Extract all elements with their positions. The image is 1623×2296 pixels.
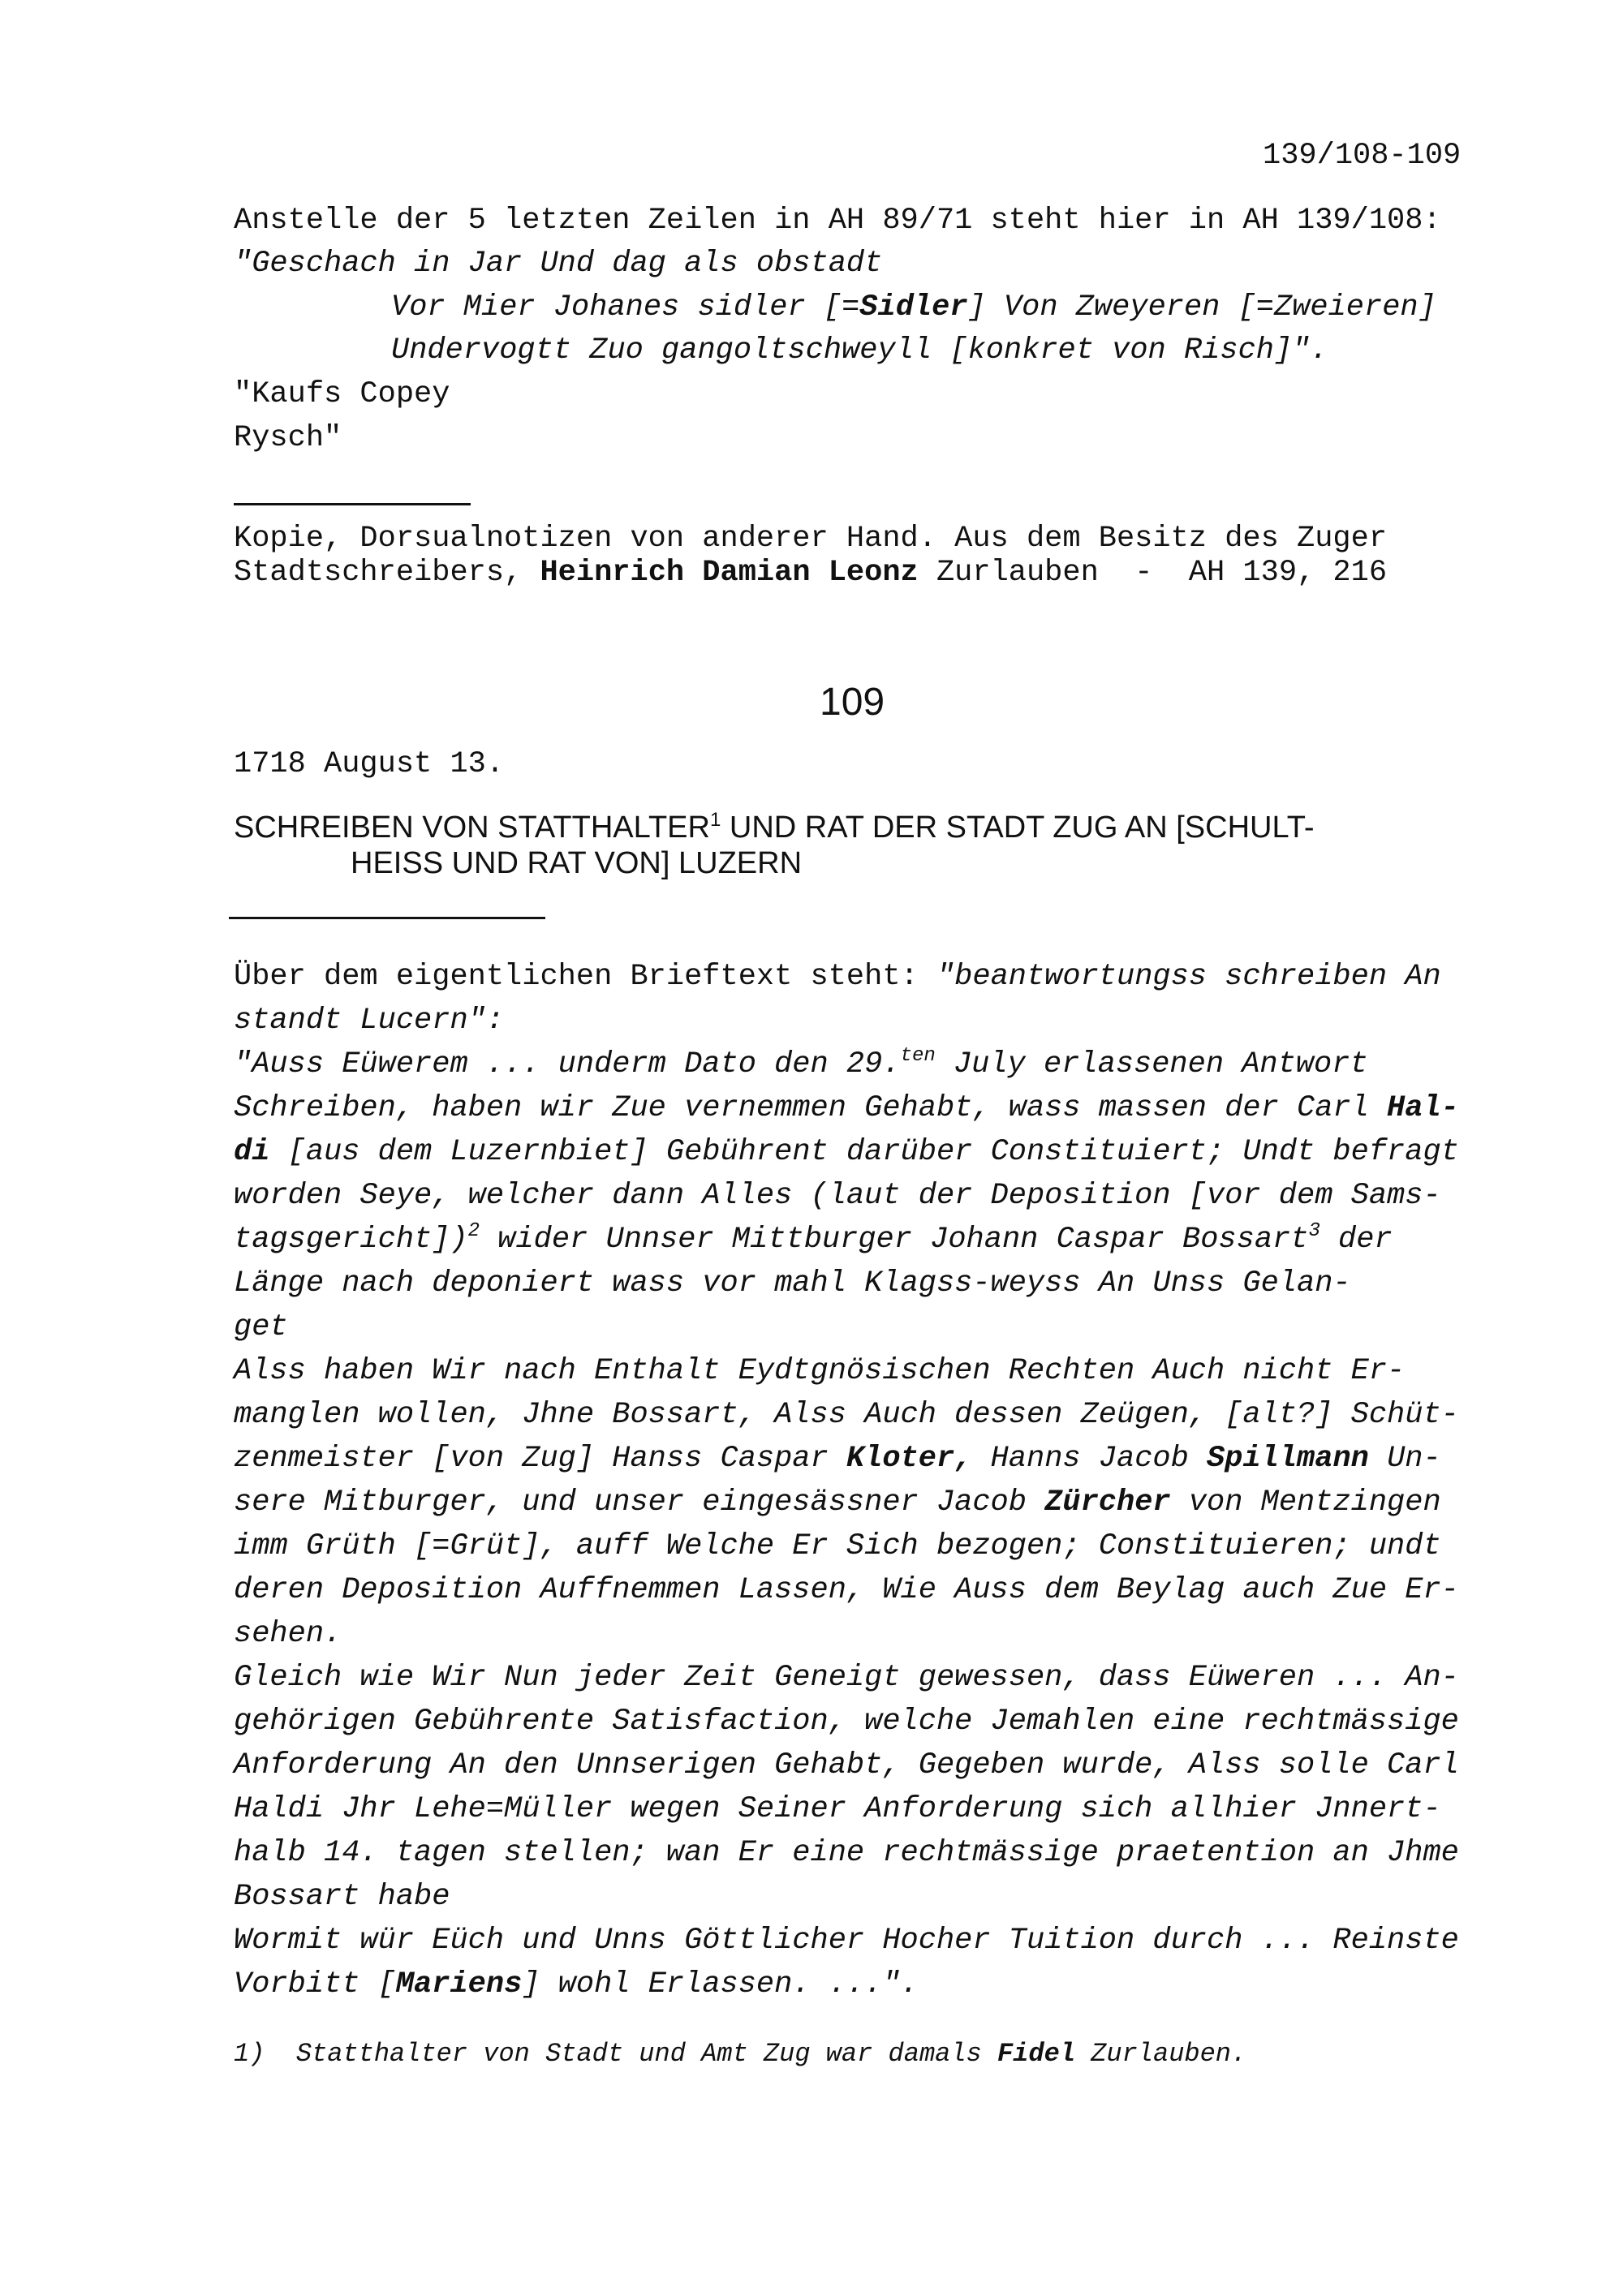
note-text: Stadtschreibers, <box>234 556 540 590</box>
body-line: Bossart habe <box>234 1880 450 1914</box>
body-line: standt Lucern": <box>234 1004 505 1038</box>
document-title-line-1 <box>234 810 1315 849</box>
footnote-marker: 3 <box>1308 1220 1320 1242</box>
body-line <box>234 1441 1441 1477</box>
footnote-marker: 1 <box>709 809 721 831</box>
body-text: Un- <box>1368 1442 1441 1476</box>
body-text: Hanns Jacob <box>972 1442 1208 1476</box>
quote-text: Vor Mier Johanes sidler [= <box>391 290 860 325</box>
body-text: der <box>1319 1223 1393 1257</box>
body-text: sere Mitburger, und unser eingesässner Jacob <box>234 1486 1045 1520</box>
title-text: UND RAT DER STADT ZUG AN [SCHULT- <box>721 810 1315 845</box>
quote-line-3: Undervogtt Zuo gangoltschweyll [konkret von Risch]". <box>391 333 1328 368</box>
footnote-text: 1) Statthalter von Stadt und Amt Zug war damals <box>234 2039 997 2069</box>
footnote-marker: 2 <box>467 1220 480 1242</box>
quote-text: ] Von Zweyeren [=Zweieren] <box>967 290 1436 325</box>
body-line <box>234 959 1441 995</box>
body-line: Alss haben Wir nach Enthalt Eydtgnösischen Rechten Auch nicht Er- <box>234 1354 1406 1388</box>
body-line <box>234 1485 1441 1520</box>
body-line: Länge nach deponiert wass vor mahl Klagss-weyss An Unss Gelan- <box>234 1266 1351 1301</box>
footnote <box>234 2036 1246 2072</box>
dorsal-note-2: Rysch" <box>234 421 342 455</box>
body-text: ] wohl Erlassen. ...". <box>522 1967 919 2001</box>
quote-line-1: "Geschach in Jar Und dag als obstadt <box>234 247 883 281</box>
body-line <box>234 1222 1393 1261</box>
body-line <box>234 1967 919 2002</box>
body-text: "Auss Eüwerem ... underm Dato den 29. <box>234 1047 901 1081</box>
title-rule <box>229 917 545 919</box>
body-line <box>234 1047 1368 1086</box>
page-reference: 139/108-109 <box>1263 139 1462 173</box>
body-line: Anforderung An den Unnserigen Gehabt, Gegeben wurde, Alss solle Carl <box>234 1748 1459 1782</box>
body-line <box>234 1090 1459 1126</box>
footnote-text: Zurlauben. <box>1074 2039 1247 2069</box>
note-text: Zurlauben - AH 139, 216 <box>918 556 1388 590</box>
document-date: 1718 August 13. <box>234 747 505 781</box>
body-text: wider Unnser Mittburger Johann Caspar Bossart <box>480 1223 1309 1257</box>
body-text: tagsgericht]) <box>234 1223 468 1257</box>
note-name-bold: Heinrich Damian Leonz <box>540 556 919 590</box>
superscript: ten <box>900 1045 936 1067</box>
body-name-bold: Hal- <box>1387 1091 1459 1125</box>
body-text: Schreiben, haben wir Zue vernemmen Gehabt, wass massen der Carl <box>234 1091 1388 1125</box>
body-name-bold: Mariens <box>395 1967 523 2001</box>
document-number: 109 <box>820 681 885 724</box>
separator-rule <box>234 503 471 505</box>
body-name-bold: Kloter, <box>846 1442 973 1476</box>
source-note-2 <box>234 555 1387 591</box>
title-text: SCHREIBEN VON STATTHALTER <box>234 810 710 845</box>
body-line <box>234 1134 1459 1170</box>
intro-line: Anstelle der 5 letzten Zeilen in AH 89/71 steht hier in AH 139/108: <box>234 204 1441 238</box>
body-name-bold: di <box>234 1135 270 1169</box>
body-text: zenmeister [von Zug] Hanss Caspar <box>234 1442 846 1476</box>
body-line: manglen wollen, Jhne Bossart, Alss Auch dessen Zeügen, [alt?] Schüt- <box>234 1398 1459 1432</box>
body-text: Vorbitt [ <box>234 1967 396 2001</box>
body-line: get <box>234 1310 288 1344</box>
body-line: halb 14. tagen stellen; wan Er eine rechtmässige praetention an Jhme <box>234 1836 1459 1870</box>
body-text: [aus dem Luzernbiet] Gebührent darüber Constituiert; Undt befragt <box>269 1135 1459 1169</box>
body-text: von Mentzingen <box>1170 1486 1441 1520</box>
body-line: imm Grüth [=Grüt], auff Welche Er Sich bezogen; Constituieren; undt <box>234 1529 1441 1563</box>
body-text-italic: "beantwortungss schreiben An <box>936 960 1441 994</box>
quote-line-2 <box>391 290 1436 325</box>
body-name-bold: Spillmann <box>1207 1442 1369 1476</box>
body-line: deren Deposition Auffnemmen Lassen, Wie Auss dem Beylag auch Zue Er- <box>234 1573 1459 1607</box>
body-line: Gleich wie Wir Nun jeder Zeit Geneigt gewessen, dass Eüweren ... An- <box>234 1661 1459 1695</box>
quote-name-bold: Sidler <box>859 290 968 325</box>
body-text: July erlassenen Antwort <box>935 1047 1368 1081</box>
dorsal-note-1: "Kaufs Copey <box>234 377 450 411</box>
body-line: Wormit wür Eüch und Unns Göttlicher Hocher Tuition durch ... Reinste <box>234 1924 1459 1958</box>
body-line: worden Seye, welcher dann Alles (laut der Deposition [vor dem Sams- <box>234 1179 1441 1213</box>
source-note-1: Kopie, Dorsualnotizen von anderer Hand. Aus dem Besitz des Zuger <box>234 522 1388 556</box>
document-title-line-2: HEISS UND RAT VON] LUZERN <box>351 846 803 880</box>
footnote-name-bold: Fidel <box>997 2039 1075 2069</box>
body-line: gehörigen Gebührente Satisfaction, welche Jemahlen eine rechtmässige <box>234 1705 1459 1739</box>
body-line: Haldi Jhr Lehe=Müller wegen Seiner Anforderung sich allhier Jnnert- <box>234 1792 1441 1826</box>
body-text: Über dem eigentlichen Brieftext steht: <box>234 960 936 994</box>
body-line: sehen. <box>234 1617 342 1651</box>
body-name-bold: Zürcher <box>1044 1486 1171 1520</box>
